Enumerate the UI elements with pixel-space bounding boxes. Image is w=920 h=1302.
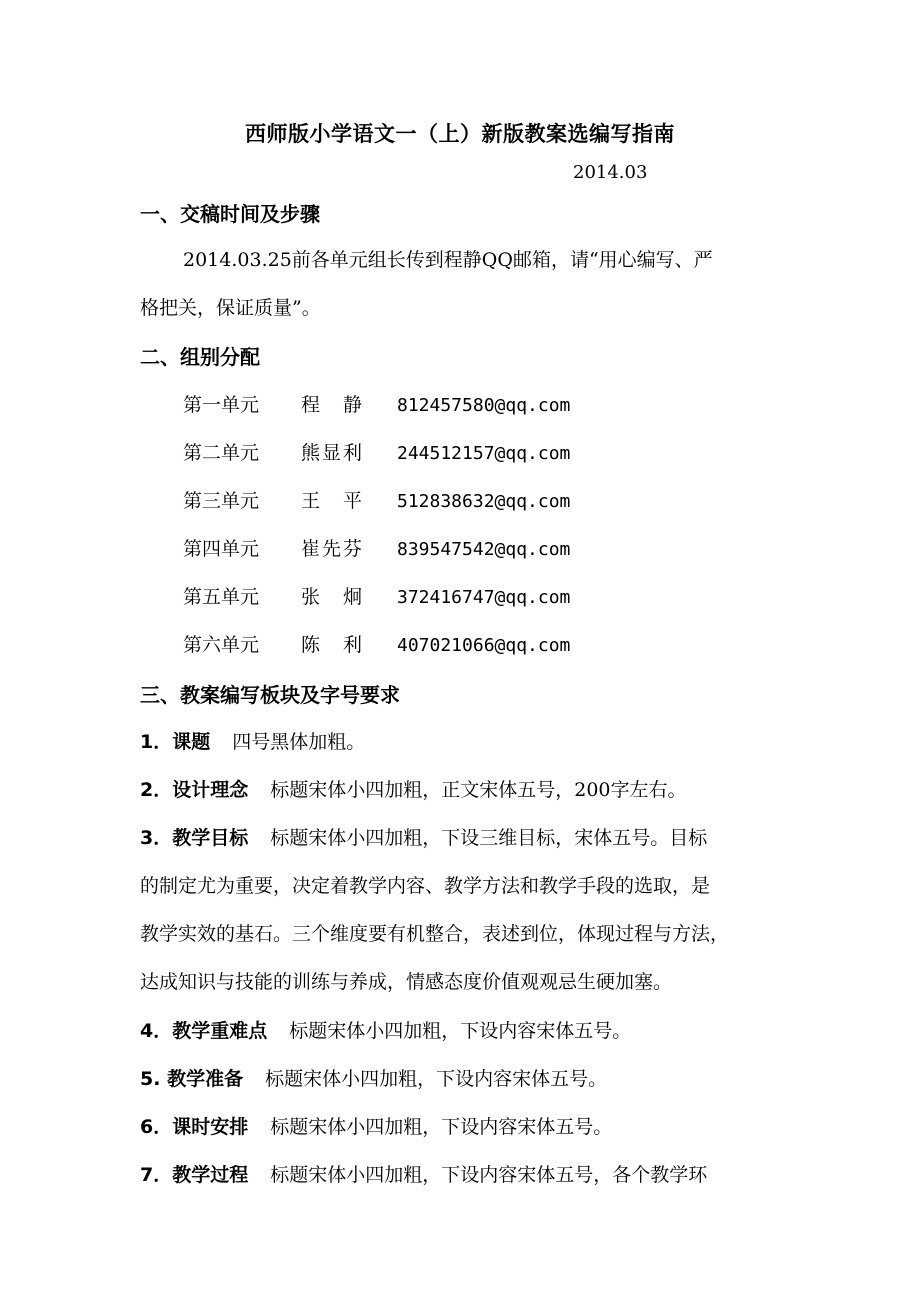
requirement-item — [140, 1160, 707, 1187]
paragraph-line: 的制定尤为重要，决定着教学内容、教学方法和教学手段的选取，是 — [140, 875, 711, 897]
group-leader: 程 静 — [301, 394, 365, 416]
group-leader: 崔先芬 — [301, 538, 365, 560]
paragraph-line: 教学实效的基石。三个维度要有机整合，表述到位，体现过程与方法， — [140, 923, 730, 945]
item-label: 设计理念 — [172, 779, 249, 801]
group-email: 244512157@qq.com — [397, 443, 571, 464]
item-number: 3． — [140, 827, 173, 849]
group-email: 512838632@qq.com — [397, 491, 571, 512]
group-row — [183, 630, 570, 657]
item-label: 课时安排 — [172, 1116, 249, 1138]
requirement-item — [140, 775, 687, 802]
group-unit: 第二单元 — [183, 442, 260, 464]
group-leader: 熊显利 — [301, 442, 365, 464]
item-number: 7． — [140, 1164, 173, 1186]
group-email: 407021066@qq.com — [397, 635, 571, 656]
group-row — [183, 534, 570, 561]
requirement-item — [140, 1064, 607, 1091]
group-leader: 陈 利 — [301, 634, 365, 656]
item-text: 标题宋体小四加粗，正文宋体五号，200字左右。 — [270, 779, 687, 801]
document-title: 西师版小学语文一（上）新版教案选编写指南 — [245, 122, 675, 146]
item-number: 4． — [140, 1020, 173, 1042]
item-text: 四号黑体加粗。 — [232, 731, 366, 753]
item-label: 课题 — [172, 731, 211, 753]
paragraph-line: 达成知识与技能的训练与养成，情感态度价值观观忌生硬加塞。 — [140, 971, 673, 993]
group-leader: 王 平 — [301, 490, 365, 512]
item-text: 标题宋体小四加粗，下设内容宋体五号。 — [289, 1020, 632, 1042]
requirement-item — [140, 1112, 612, 1139]
item-number: 6． — [140, 1116, 173, 1138]
item-label: 教学重难点 — [172, 1020, 268, 1042]
group-unit: 第三单元 — [183, 490, 260, 512]
item-label: 教学准备 — [167, 1068, 244, 1090]
group-unit: 第五单元 — [183, 586, 260, 608]
paragraph-line: 2014.03.25前各单元组长传到程静QQ邮箱，请“用心编写、严 — [183, 249, 713, 271]
group-unit: 第一单元 — [183, 394, 260, 416]
requirement-item — [140, 823, 707, 850]
item-number: 5. — [140, 1068, 168, 1090]
group-row — [183, 438, 570, 465]
group-email: 812457580@qq.com — [397, 395, 571, 416]
group-row — [183, 582, 570, 609]
group-email: 372416747@qq.com — [397, 587, 571, 608]
section-heading-groups: 二、组别分配 — [140, 345, 260, 369]
group-row — [183, 390, 570, 417]
requirement-item — [140, 1016, 631, 1043]
group-leader: 张 炯 — [301, 586, 365, 608]
item-text: 标题宋体小四加粗，下设内容宋体五号，各个教学环 — [270, 1164, 708, 1186]
item-text: 标题宋体小四加粗，下设内容宋体五号。 — [270, 1116, 613, 1138]
group-unit: 第六单元 — [183, 634, 260, 656]
group-email: 839547542@qq.com — [397, 539, 571, 560]
item-number: 1． — [140, 731, 173, 753]
group-unit: 第四单元 — [183, 538, 260, 560]
section-heading-submission: 一、交稿时间及步骤 — [140, 202, 320, 226]
document-date: 2014.03 — [573, 162, 648, 183]
paragraph-line: 格把关，保证质量”。 — [140, 297, 321, 319]
item-label: 教学目标 — [172, 827, 249, 849]
item-label: 教学过程 — [172, 1164, 249, 1186]
item-number: 2． — [140, 779, 173, 801]
group-row — [183, 486, 570, 513]
item-text: 标题宋体小四加粗，下设内容宋体五号。 — [265, 1068, 608, 1090]
item-text: 标题宋体小四加粗，下设三维目标，宋体五号。目标 — [270, 827, 708, 849]
requirement-item — [140, 727, 365, 754]
section-heading-requirements: 三、教案编写板块及字号要求 — [140, 683, 400, 707]
